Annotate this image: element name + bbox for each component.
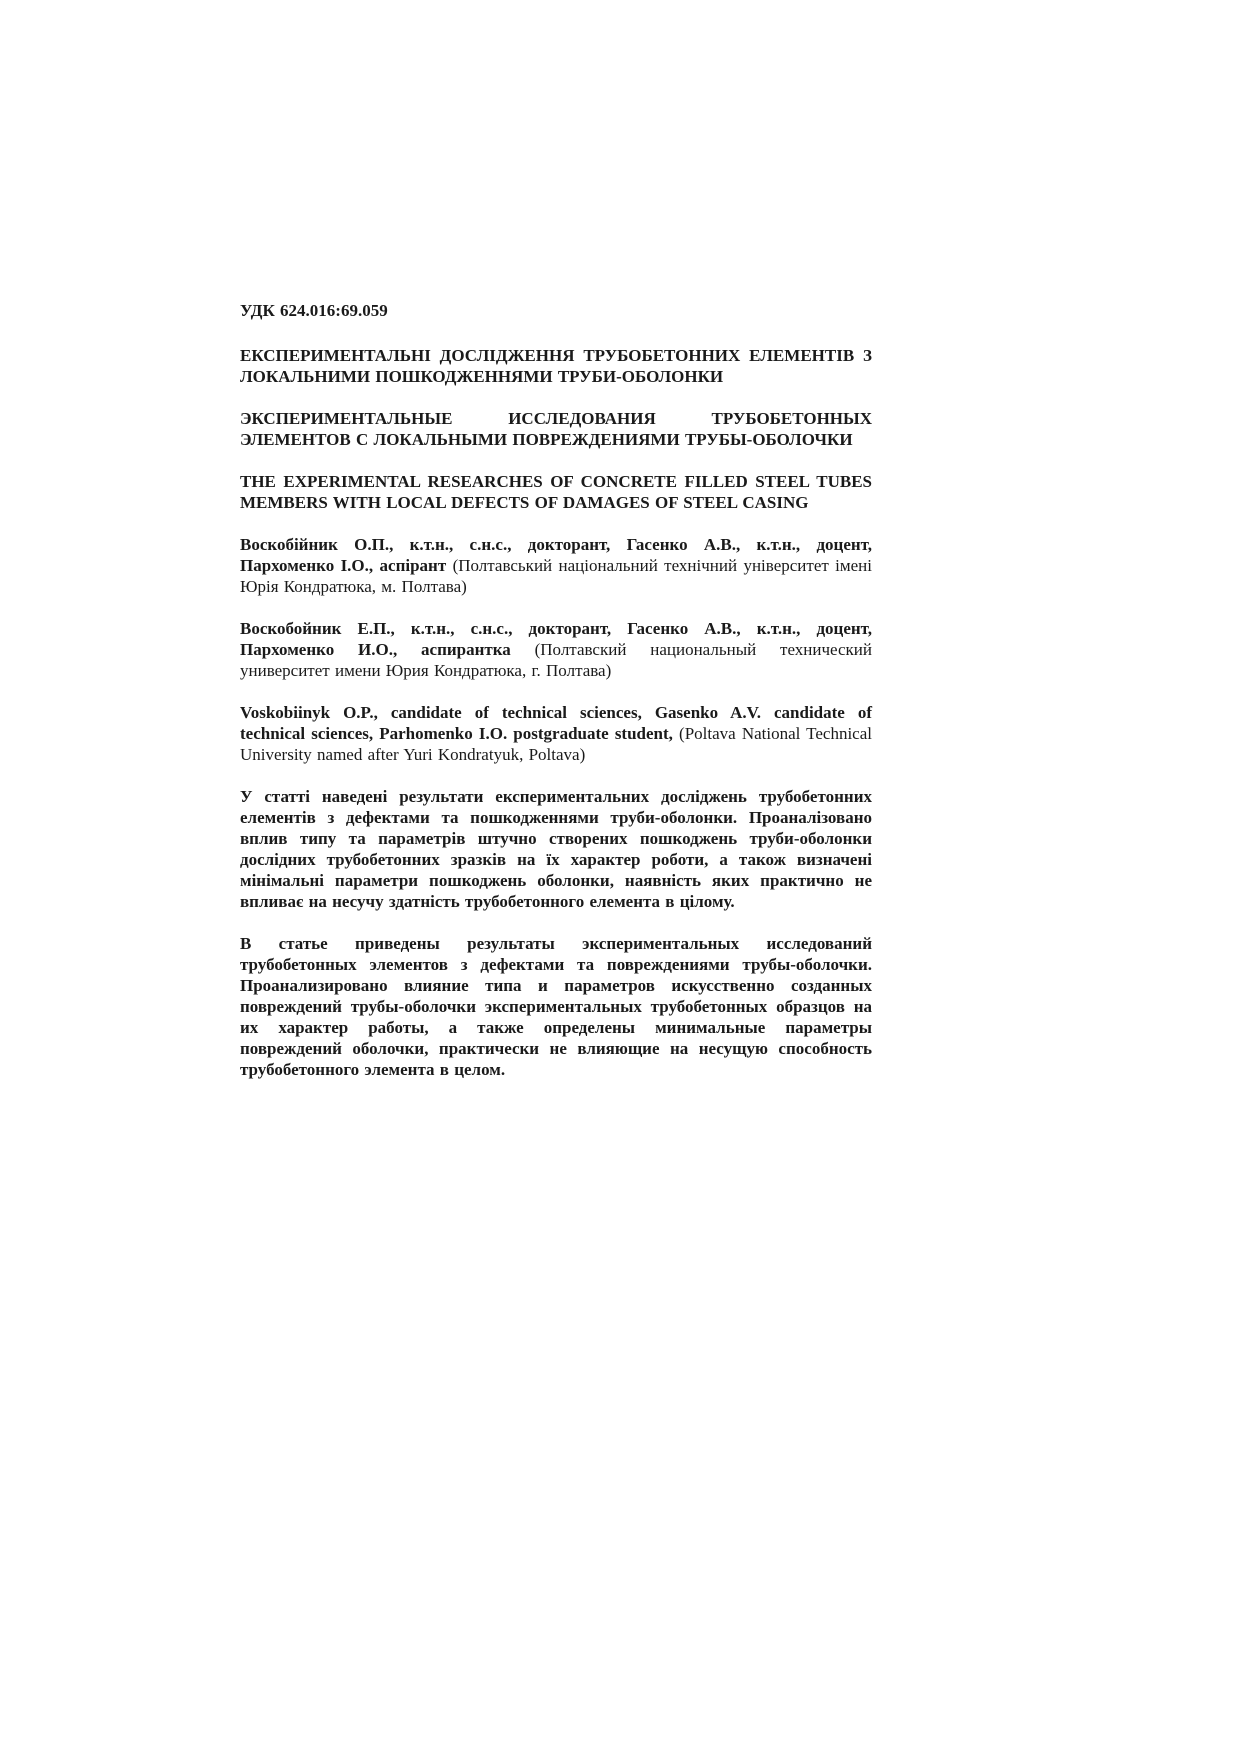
title-ukrainian: ЕКСПЕРИМЕНТАЛЬНІ ДОСЛІДЖЕННЯ ТРУБОБЕТОННИХ ЕЛЕМЕНТІВ З ЛОКАЛЬНИМИ ПОШКОДЖЕННЯМИ ТРУБИ-ОБОЛОНКИ [240,346,872,386]
authors-en-names: Voskobiinyk O.P., candidate of technical sciences, Gasenko A.V. candidate of technical sciences, Parhomenko I.O. postgraduate student, [240,703,872,743]
authors-ru-names: Воскобойник Е.П., к.т.н., с.н.с., докторант, Гасенко А.В., к.т.н., доцент, Пархоменко И.О., аспирантка [240,619,872,659]
article-header-block [240,300,872,1101]
abstract-russian: В статье приведены результаты экспериментальных исследований трубобетонных элементов з дефектами та повреждениями трубы-оболочки. Проанализировано влияние типа и параметров искусственно созданных повреждений трубы-оболочки экспериментальных трубобетонных образцов на их характер работы, а также определены минимальные параметры повреждений оболочки, практически не влияющие на несущую способность трубобетонного элемента в целом. [240,934,872,1079]
title-russian: ЭКСПЕРИМЕНТАЛЬНЫЕ ИССЛЕДОВАНИЯ ТРУБОБЕТОННЫХ ЭЛЕМЕНТОВ С ЛОКАЛЬНЫМИ ПОВРЕЖДЕНИЯМИ ТРУБЫ-ОБОЛОЧКИ [240,409,872,449]
authors-ru-affiliation: (Полтавский национальный технический университет имени Юрия Кондратюка, г. Полтава) [240,640,872,680]
authors-en-affiliation: (Poltava National Technical University named after Yuri Kondratyuk, Poltava) [240,724,872,764]
authors-english [240,702,872,765]
title-english: THE EXPERIMENTAL RESEARCHES OF CONCRETE FILLED STEEL TUBES MEMBERS WITH LOCAL DEFECTS OF DAMAGES OF STEEL CASING [240,472,872,512]
udc-number: УДК 624.016:69.059 [240,301,388,320]
authors-russian [240,618,872,681]
authors-uk-names: Воскобійник О.П., к.т.н., с.н.с., докторант, Гасенко А.В., к.т.н., доцент, Пархоменко І.О., аспірант [240,535,872,575]
authors-ukrainian [240,534,872,597]
authors-uk-affiliation: (Полтавський національний технічний університет імені Юрія Кондратюка, м. Полтава) [240,556,873,596]
abstract-ukrainian: У статті наведені результати експериментальних досліджень трубобетонних елементів з дефектами та пошкодженнями труби-оболонки. Проаналізовано вплив типу та параметрів штучно створених пошкоджень труби-оболонки дослідних трубобетонних зразків на їх характер роботи, а також визначені мінімальні параметри пошкоджень оболонки, наявність яких практично не впливає на несучу здатність трубобетонного елемента в цілому. [240,787,872,911]
